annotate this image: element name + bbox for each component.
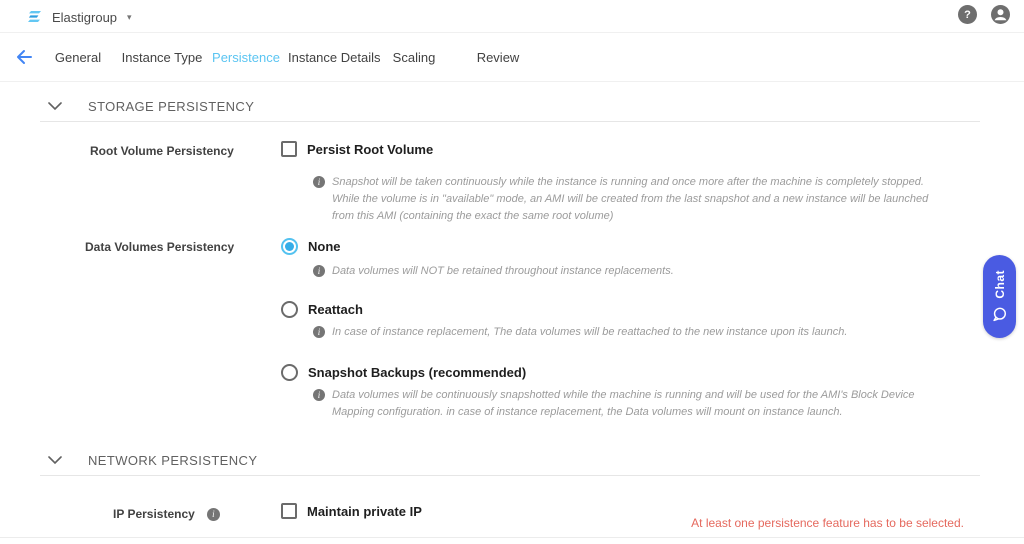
- snapshot-backups-info-text: Data volumes will be continuously snapshotted while the machine is running and will be used for the AMI's Block Device Mapping configuration. in case of instance replacement, the Data volumes will mount on instance launch.: [332, 389, 915, 419]
- snapshot-backups-radio[interactable]: [281, 364, 298, 381]
- network-persistency-header[interactable]: [48, 453, 257, 468]
- none-radio[interactable]: [281, 238, 298, 255]
- chevron-down-icon: [48, 456, 62, 465]
- data-volumes-option-none: [281, 238, 341, 255]
- reattach-info-text: In case of instance replacement, The data volumes will be reattached to the new instance upon its launch.: [332, 326, 848, 338]
- tab-general[interactable]: General: [54, 49, 102, 65]
- tab-instance-details[interactable]: Instance Details: [288, 49, 381, 65]
- section-title: NETWORK PERSISTENCY: [88, 453, 258, 468]
- caret-down-icon: ▾: [127, 11, 132, 22]
- chat-button[interactable]: [983, 255, 1016, 338]
- persist-root-volume-option: [281, 141, 433, 157]
- persist-root-volume-label[interactable]: Persist Root Volume: [307, 141, 434, 157]
- chat-button-label: Chat: [992, 270, 1007, 299]
- topbar-actions: [958, 5, 1010, 24]
- root-volume-persistency-label: Root Volume Persistency: [90, 144, 234, 158]
- none-label[interactable]: None: [308, 239, 341, 254]
- help-icon[interactable]: ?: [958, 5, 977, 24]
- tab-scaling[interactable]: Scaling: [392, 49, 436, 65]
- section-divider: [40, 121, 980, 122]
- back-arrow-icon[interactable]: [12, 45, 36, 69]
- wizard-tabs: [36, 42, 540, 73]
- validation-message: At least one persistence feature has to be selected.: [691, 516, 964, 530]
- info-icon[interactable]: i: [313, 176, 325, 188]
- ip-persistency-label-group: [113, 507, 220, 521]
- data-volumes-option-snapshot-backups: [281, 364, 526, 381]
- top-bar: [0, 0, 1024, 33]
- data-volumes-persistency-label: Data Volumes Persistency: [85, 240, 235, 254]
- reattach-radio[interactable]: [281, 301, 298, 318]
- tab-persistence[interactable]: Persistence: [212, 49, 280, 65]
- ip-persistency-label: IP Persistency: [113, 507, 195, 521]
- none-info: [313, 263, 933, 280]
- storage-persistency-header[interactable]: [48, 99, 254, 114]
- info-icon[interactable]: i: [207, 508, 220, 521]
- section-divider: [40, 475, 980, 476]
- wizard-tab-bar: [0, 33, 1024, 82]
- maintain-private-ip-option: [281, 503, 422, 519]
- info-icon[interactable]: i: [313, 326, 325, 338]
- tab-instance-type[interactable]: Instance Type: [121, 49, 203, 65]
- elastigroup-logo-icon: [28, 9, 44, 25]
- product-name: Elastigroup: [52, 9, 118, 25]
- footer-divider: [0, 537, 1024, 538]
- maintain-private-ip-checkbox[interactable]: [281, 503, 297, 519]
- snapshot-backups-label[interactable]: Snapshot Backups (recommended): [308, 365, 527, 380]
- none-info-text: Data volumes will NOT be retained throughout instance replacements.: [332, 265, 674, 277]
- reattach-label[interactable]: Reattach: [308, 302, 363, 317]
- reattach-info: [313, 324, 933, 341]
- data-volumes-option-reattach: [281, 301, 363, 318]
- maintain-private-ip-label[interactable]: Maintain private IP: [307, 503, 422, 519]
- chat-bubble-icon: [991, 306, 1008, 323]
- chevron-down-icon: [48, 102, 62, 111]
- snapshot-backups-info: [313, 387, 928, 421]
- tab-review[interactable]: Review: [476, 49, 520, 65]
- info-icon[interactable]: i: [313, 389, 325, 401]
- account-icon[interactable]: [991, 5, 1010, 24]
- info-icon[interactable]: i: [313, 265, 325, 277]
- root-volume-info: [313, 174, 945, 225]
- product-switcher[interactable]: [28, 5, 132, 29]
- persist-root-volume-checkbox[interactable]: [281, 141, 297, 157]
- root-volume-info-text: Snapshot will be taken continuously while the instance is running and once more after the machine is completely stopped. While the volume is in "available" mode, an AMI will be created from the last snapshot and a new instance will be launched from this AMI (containing the exact the same root volume): [332, 176, 929, 223]
- section-title: STORAGE PERSISTENCY: [88, 99, 255, 114]
